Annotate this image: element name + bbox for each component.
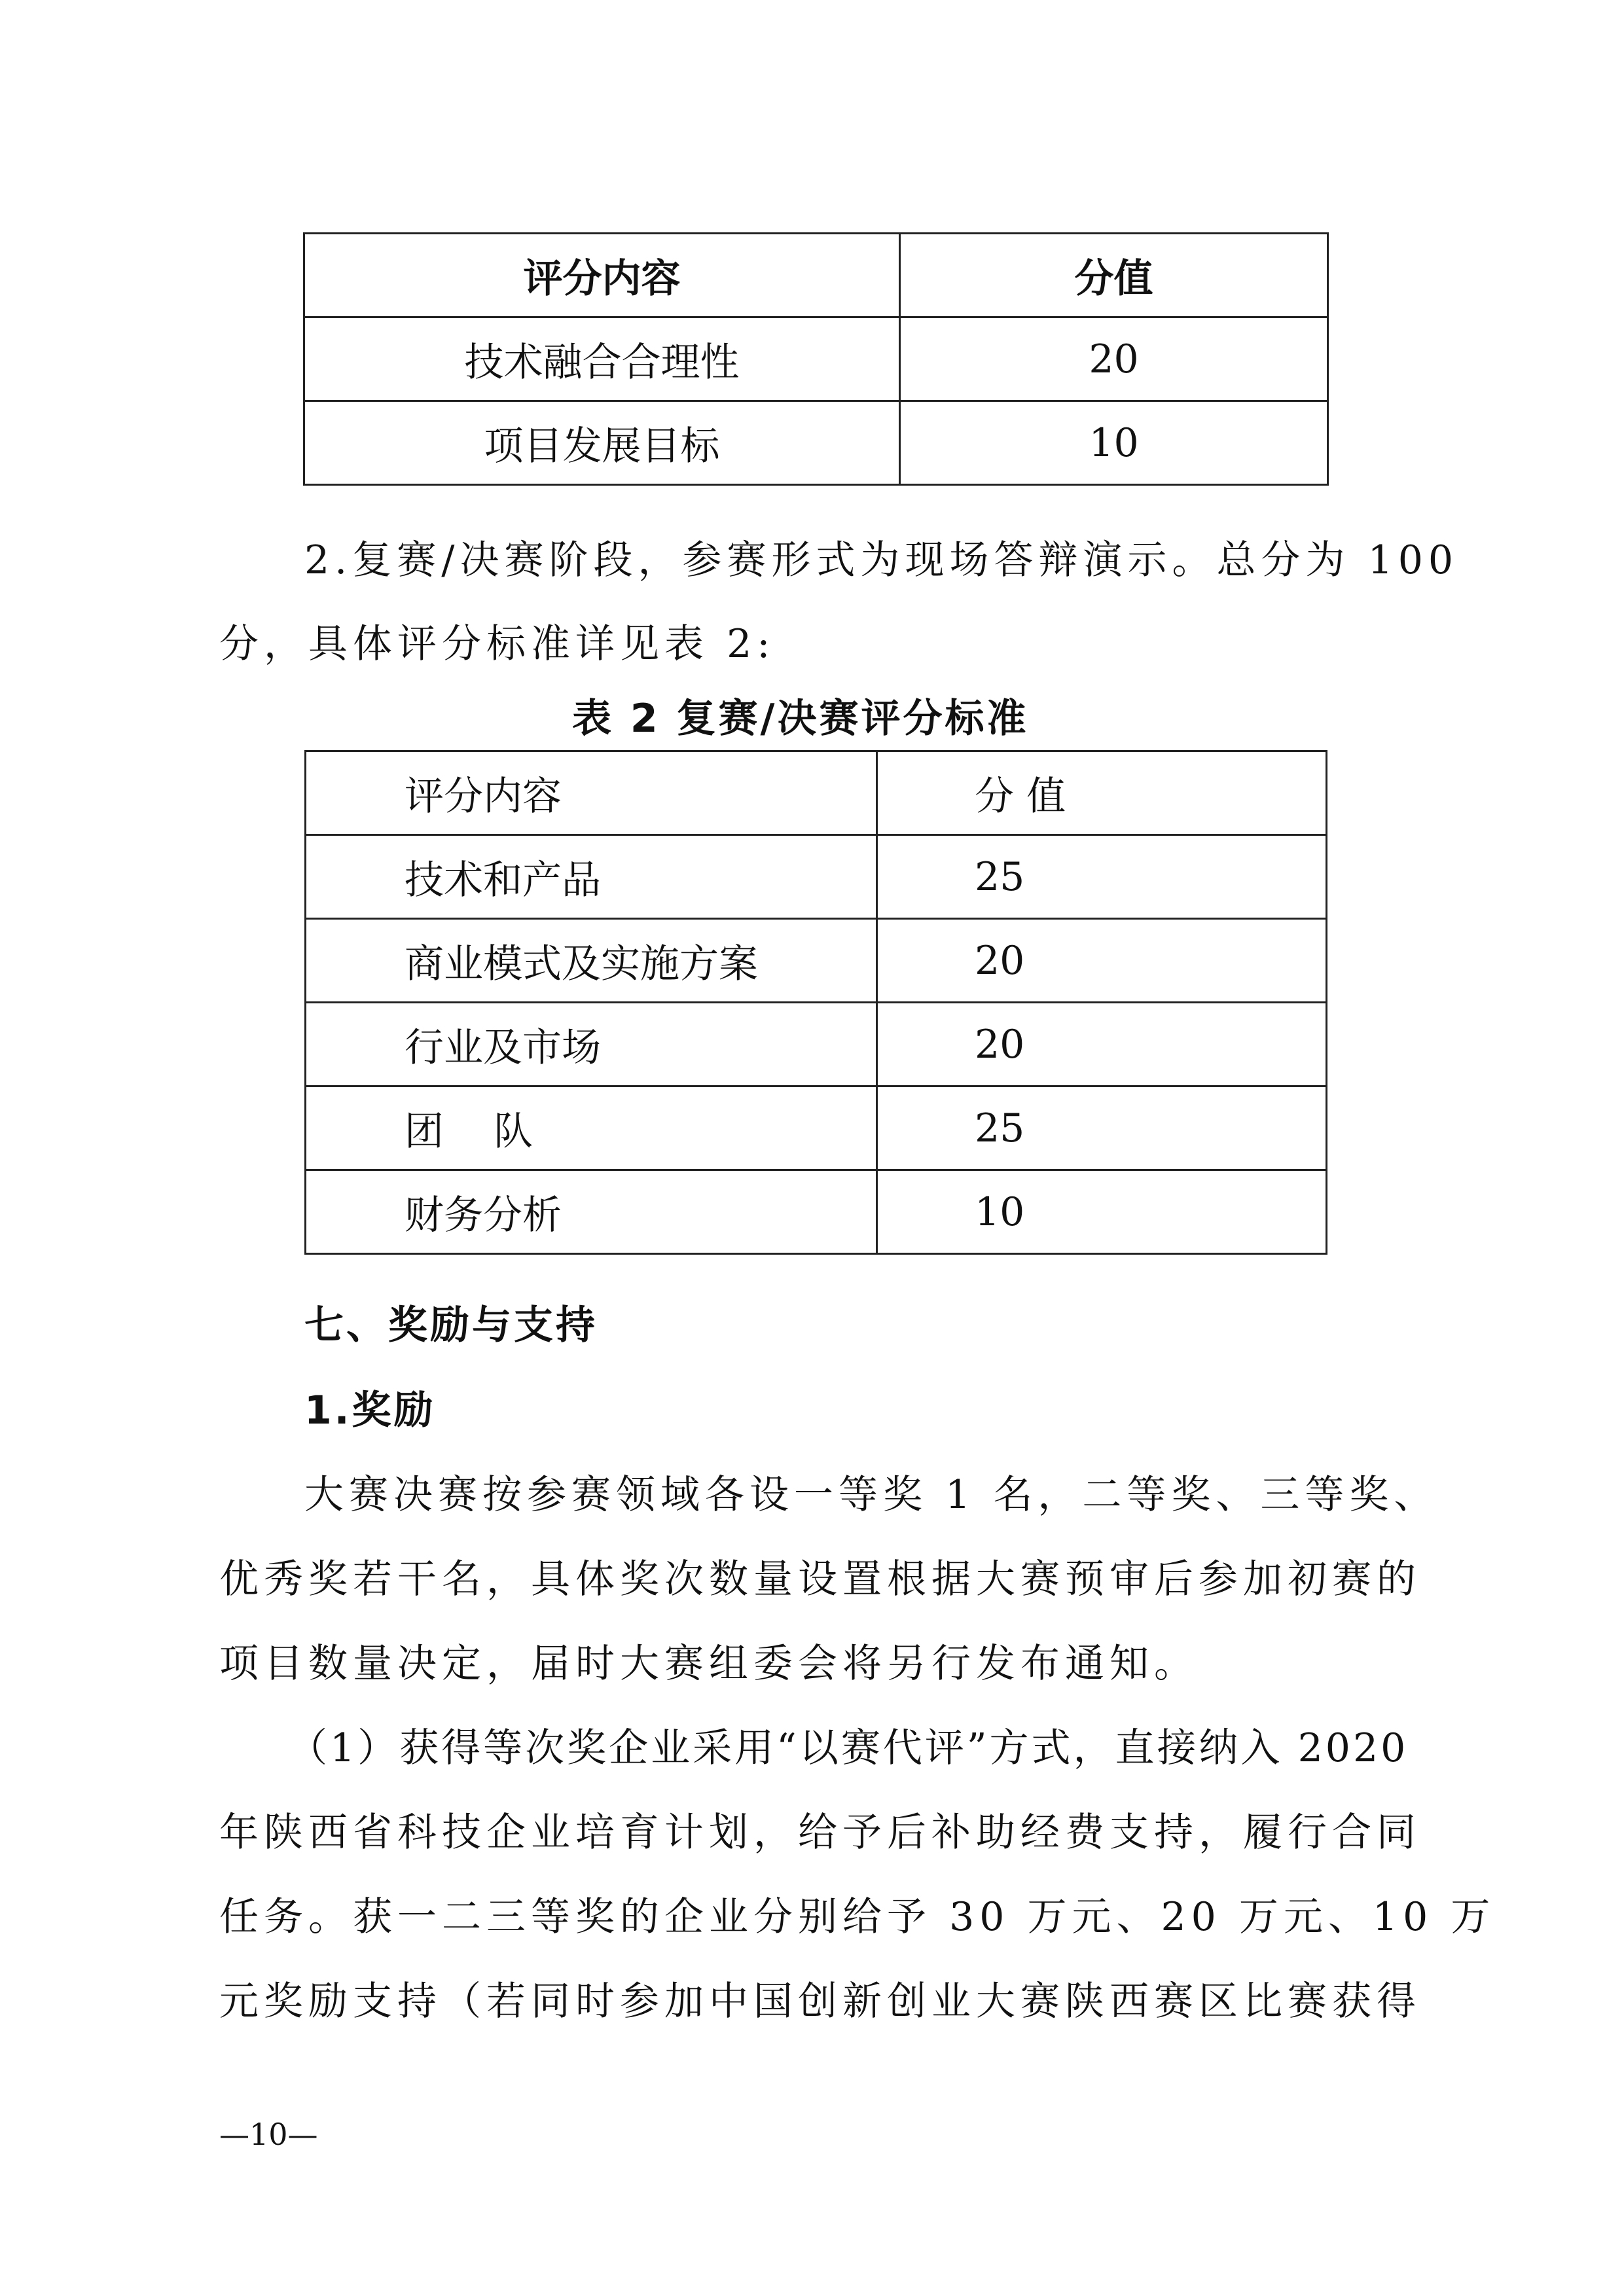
paragraph-line: 分，具体评分标准详见表 2: <box>219 621 776 667</box>
page-number: —10— <box>219 2117 318 2152</box>
header-score: 分 值 <box>877 751 1327 835</box>
cell-score: 20 <box>877 919 1327 1003</box>
paragraph-line: 项目数量决定，届时大赛组委会将另行发布通知。 <box>219 1641 1199 1687</box>
paragraph-line: 优秀奖若干名，具体奖次数量设置根据大赛预审后参加初赛的 <box>219 1556 1421 1602</box>
subsection-heading: 1.奖励 <box>304 1388 436 1433</box>
table-row <box>306 1086 1327 1170</box>
cell-content: 项目发展目标 <box>304 401 900 485</box>
paragraph-line: 2.复赛/决赛阶段，参赛形式为现场答辩演示。总分为 100 <box>304 537 1459 583</box>
table-row <box>304 317 1328 401</box>
paragraph-line: 年陕西省科技企业培育计划，给予后补助经费支持，履行合同 <box>219 1810 1421 1856</box>
cell-score: 25 <box>877 835 1327 919</box>
cell-content: 技术和产品 <box>306 835 877 919</box>
header-scoring-content: 评分内容 <box>306 751 877 835</box>
table-row <box>306 835 1327 919</box>
cell-score: 25 <box>877 1086 1327 1170</box>
cell-content: 团 队 <box>306 1086 877 1170</box>
paragraph-line: 元奖励支持（若同时参加中国创新创业大赛陕西赛区比赛获得 <box>219 1979 1421 2024</box>
table-caption: 表 2 复赛/决赛评分标准 <box>572 696 1029 742</box>
cell-score: 20 <box>900 317 1328 401</box>
cell-score: 20 <box>877 1003 1327 1086</box>
scoring-table-continued <box>303 232 1329 486</box>
cell-content: 行业及市场 <box>306 1003 877 1086</box>
header-scoring-content: 评分内容 <box>304 234 900 317</box>
table-row <box>306 1003 1327 1086</box>
table-row <box>304 401 1328 485</box>
final-scoring-table <box>304 750 1327 1255</box>
cell-content: 技术融合合理性 <box>304 317 900 401</box>
table-row <box>306 1170 1327 1254</box>
paragraph-line: 任务。获一二三等奖的企业分别给予 30 万元、20 万元、10 万 <box>219 1894 1496 1940</box>
paragraph-line: 大赛决赛按参赛领域各设一等奖 1 名，二等奖、三等奖、 <box>304 1472 1439 1518</box>
table-header-row <box>306 751 1327 835</box>
cell-content: 商业模式及实施方案 <box>306 919 877 1003</box>
cell-score: 10 <box>900 401 1328 485</box>
table-header-row <box>304 234 1328 317</box>
cell-score: 10 <box>877 1170 1327 1254</box>
header-score: 分值 <box>900 234 1328 317</box>
paragraph-line: （1）获得等次奖企业采用“以赛代评”方式，直接纳入 2020 <box>288 1725 1409 1771</box>
table-row <box>306 919 1327 1003</box>
cell-content: 财务分析 <box>306 1170 877 1254</box>
section-heading: 七、奖励与支持 <box>304 1302 598 1348</box>
